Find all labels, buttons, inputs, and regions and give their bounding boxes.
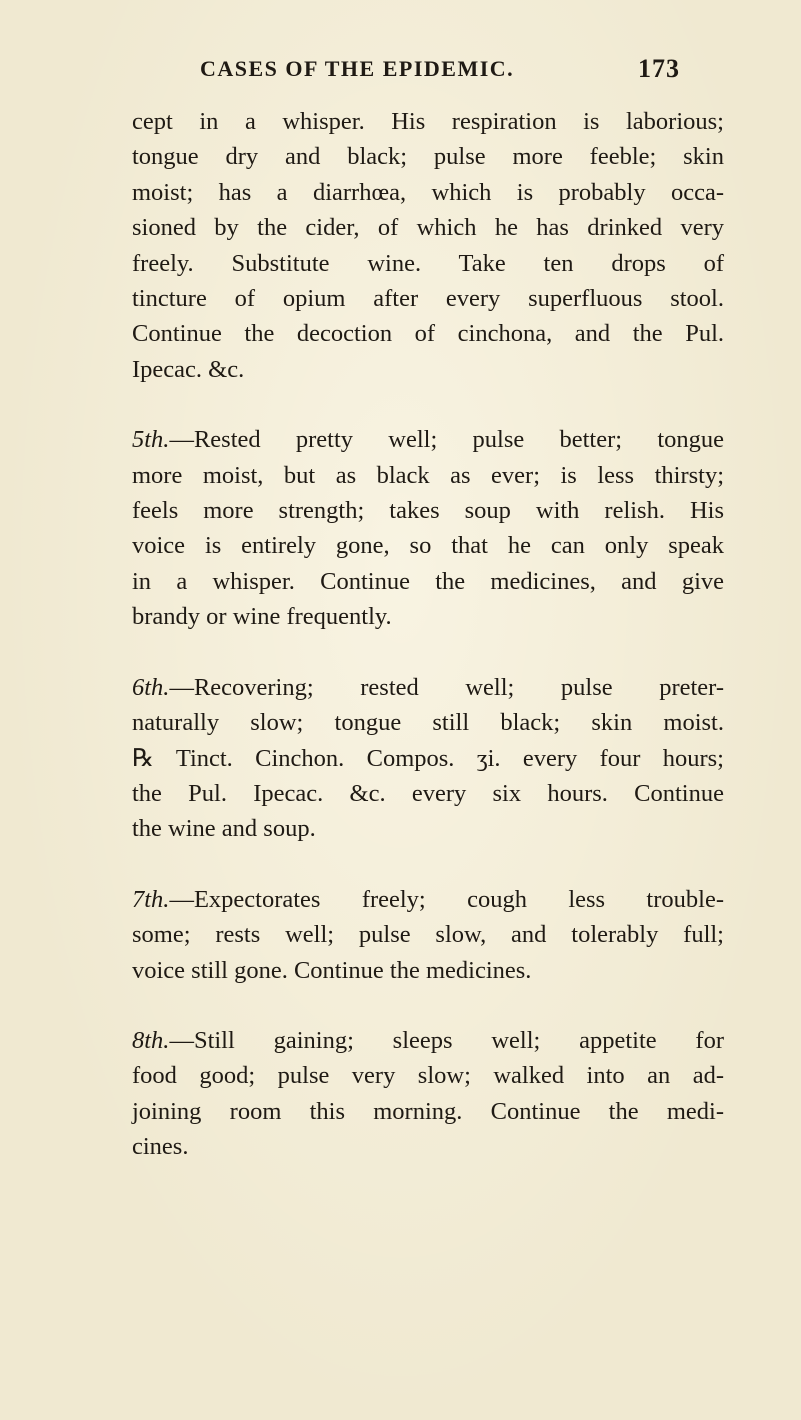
day-label: 6th.	[132, 673, 170, 701]
paragraph-day-6	[132, 670, 724, 847]
text-line: tongue dry and black; pulse more feeble; skin	[132, 143, 724, 171]
text-line: tincture of opium after every superfluous stool.	[132, 285, 724, 313]
paragraph-gap	[132, 988, 724, 1023]
paragraph-continuation	[132, 104, 724, 387]
text-line	[132, 670, 724, 705]
text-line: cept in a whisper. His respiration is laborious;	[132, 108, 724, 135]
running-title: CASES OF THE EPIDEMIC.	[200, 56, 515, 81]
text-line: some; rests well; pulse slow, and tolerably full;	[132, 921, 724, 949]
day-label: 7th.	[132, 885, 170, 913]
text-line: joining room this morning. Continue the medi-	[132, 1097, 724, 1125]
paragraph-day-5	[132, 422, 724, 634]
page-number: 173	[638, 54, 680, 83]
paragraph-gap	[132, 847, 724, 882]
text-line-rest: —Rested pretty well; pulse better; tongue	[169, 426, 724, 454]
text-line: more moist, but as black as ever; is less thirsty;	[132, 461, 724, 489]
text-line	[132, 1023, 724, 1058]
day-label: 8th.	[132, 1026, 170, 1054]
text-line: Ipecac. &c.	[132, 355, 245, 383]
text-line: Continue the decoction of cinchona, and the Pul.	[132, 320, 724, 348]
paragraph-day-7	[132, 882, 724, 988]
text-line: cines.	[132, 1133, 189, 1161]
text-line: feels more strength; takes soup with relish. His	[132, 497, 724, 525]
text-line	[132, 882, 724, 917]
text-line: brandy or wine frequently.	[132, 603, 392, 631]
text-line: ℞ Tinct. Cinchon. Compos. ʒi. every four hours;	[132, 744, 724, 772]
text-line-rest: —Expectorates freely; cough less trouble-	[169, 885, 724, 913]
paragraph-day-8	[132, 1023, 724, 1165]
text-line	[132, 422, 724, 457]
body-text	[132, 104, 724, 1165]
text-line: sioned by the cider, of which he has drinked very	[132, 214, 724, 242]
paragraph-gap	[132, 635, 724, 670]
text-line-rest: —Still gaining; sleeps well; appetite for	[169, 1026, 724, 1054]
paragraph-gap	[132, 387, 724, 422]
text-line: the Pul. Ipecac. &c. every six hours. Continue	[132, 779, 724, 807]
text-line: moist; has a diarrhœa, which is probably occa-	[132, 178, 724, 206]
day-label: 5th.	[132, 426, 170, 454]
text-line: food good; pulse very slow; walked into an ad-	[132, 1062, 724, 1090]
text-line: freely. Substitute wine. Take ten drops of	[132, 249, 724, 277]
text-line-rest: —Recovering; rested well; pulse preter-	[169, 673, 724, 701]
text-line: the wine and soup.	[132, 815, 316, 843]
text-line: naturally slow; tongue still black; skin moist.	[132, 709, 724, 737]
text-line: voice is entirely gone, so that he can only speak	[132, 532, 724, 560]
text-line: in a whisper. Continue the medicines, and give	[132, 567, 724, 595]
running-header	[200, 56, 680, 86]
text-line: voice still gone. Continue the medicines.	[132, 956, 532, 984]
